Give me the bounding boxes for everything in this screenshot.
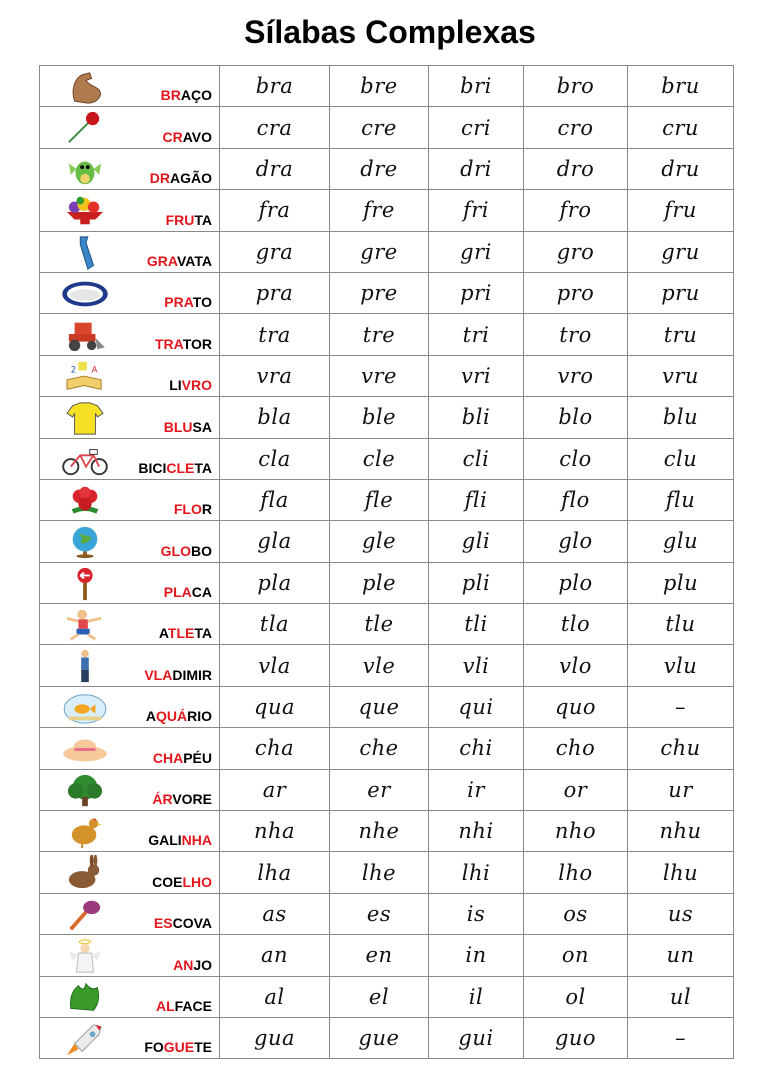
syllable-cell: fro <box>524 190 628 231</box>
syllable-cell: un <box>628 935 734 976</box>
syllable-cell: qua <box>220 686 330 727</box>
word-label <box>155 336 212 352</box>
hen-icon <box>60 814 110 850</box>
word-label <box>164 419 212 435</box>
syllable-cell: nhe <box>330 811 429 852</box>
plate-icon <box>60 276 110 312</box>
athlete-icon <box>60 607 110 643</box>
word-part: GALI <box>148 832 182 849</box>
syllable-cell: tri <box>429 314 524 355</box>
syllable-cell: pla <box>220 562 330 603</box>
highlighted-syllable: TRA <box>154 335 183 352</box>
syllable-cell: gua <box>220 1017 330 1058</box>
syllable-cell: tro <box>524 314 628 355</box>
syllable-cell: vro <box>524 355 628 396</box>
highlighted-syllable: BR <box>160 87 181 104</box>
word-cell <box>40 645 220 686</box>
table-row <box>40 769 734 810</box>
highlighted-syllable: GLO <box>160 542 191 559</box>
word-part: TA <box>194 459 212 476</box>
syllable-cell: glo <box>524 521 628 562</box>
syllable-cell: bre <box>330 66 429 107</box>
table-row <box>40 397 734 438</box>
syllable-cell: – <box>628 686 734 727</box>
globe-icon <box>60 524 110 560</box>
syllable-cell: gui <box>429 1017 524 1058</box>
table-row <box>40 976 734 1017</box>
table-row <box>40 562 734 603</box>
word-part: RIO <box>187 708 212 725</box>
word-label <box>150 170 212 186</box>
syllable-cell: cra <box>220 107 330 148</box>
syllable-cell: lho <box>524 852 628 893</box>
highlighted-syllable: FRU <box>165 211 195 228</box>
word-cell <box>40 314 220 355</box>
fruit-bowl-icon <box>60 193 110 229</box>
table-row <box>40 272 734 313</box>
syllable-cell: vra <box>220 355 330 396</box>
word-part: A <box>145 708 156 725</box>
table-row <box>40 148 734 189</box>
word-label <box>152 874 212 890</box>
word-label <box>147 253 212 269</box>
table-row <box>40 645 734 686</box>
syllable-cell: an <box>220 935 330 976</box>
word-label <box>146 708 212 724</box>
syllable-cell: vle <box>330 645 429 686</box>
syllable-cell: gru <box>628 231 734 272</box>
syllable-cell: bli <box>429 397 524 438</box>
red-flower-icon <box>60 483 110 519</box>
syllable-cell: al <box>220 976 330 1017</box>
syllable-cell: tlo <box>524 604 628 645</box>
table-row <box>40 107 734 148</box>
syllable-cell: er <box>330 769 429 810</box>
syllable-cell: blo <box>524 397 628 438</box>
highlighted-syllable: GRA <box>146 252 177 269</box>
syllable-cell: cho <box>524 728 628 769</box>
syllable-cell: dru <box>628 148 734 189</box>
word-part: BO <box>191 542 212 559</box>
word-label <box>159 625 212 641</box>
syllable-cell: chu <box>628 728 734 769</box>
word-part: TA <box>194 625 212 642</box>
flexed-arm-icon <box>60 69 110 105</box>
word-part: AVO <box>182 128 212 145</box>
syllable-cell: vre <box>330 355 429 396</box>
word-part: A <box>158 625 168 642</box>
open-book-icon <box>60 359 110 395</box>
syllable-cell: bra <box>220 66 330 107</box>
syllable-cell: or <box>524 769 628 810</box>
syllable-cell: flo <box>524 479 628 520</box>
fish-bowl-icon <box>60 690 110 726</box>
word-cell <box>40 562 220 603</box>
word-part: R <box>201 501 212 518</box>
word-part: SA <box>192 418 212 435</box>
word-part: BICI <box>138 459 167 476</box>
highlighted-syllable: TLE <box>167 625 195 642</box>
table-row <box>40 355 734 396</box>
syllable-cell: blu <box>628 397 734 438</box>
word-label <box>144 667 212 683</box>
syllable-cell: nhi <box>429 811 524 852</box>
syllable-cell: on <box>524 935 628 976</box>
syllable-cell: glu <box>628 521 734 562</box>
yellow-shirt-icon <box>60 400 110 436</box>
highlighted-syllable: CR <box>162 128 183 145</box>
word-label <box>164 294 212 310</box>
syllable-cell: ir <box>429 769 524 810</box>
syllable-cell: tre <box>330 314 429 355</box>
syllable-cell: el <box>330 976 429 1017</box>
word-cell <box>40 272 220 313</box>
syllable-cell: cha <box>220 728 330 769</box>
syllable-cell: nho <box>524 811 628 852</box>
syllable-cell: os <box>524 893 628 934</box>
table-row <box>40 521 734 562</box>
syllable-cell: en <box>330 935 429 976</box>
syllable-cell: que <box>330 686 429 727</box>
word-cell <box>40 190 220 231</box>
syllable-cell: fri <box>429 190 524 231</box>
word-label <box>152 791 212 807</box>
highlighted-syllable: AN <box>173 956 194 973</box>
syllable-cell: gli <box>429 521 524 562</box>
table-row <box>40 190 734 231</box>
syllable-cell: ble <box>330 397 429 438</box>
tree-icon <box>60 773 110 809</box>
syllable-cell: il <box>429 976 524 1017</box>
syllable-cell: dro <box>524 148 628 189</box>
highlighted-syllable: PLA <box>163 584 192 601</box>
word-part: LI <box>169 377 182 394</box>
word-part: DIMIR <box>172 666 212 683</box>
svg-text:A: A <box>91 364 98 375</box>
word-cell <box>40 521 220 562</box>
word-part: PÉU <box>183 749 212 766</box>
highlighted-syllable: NHA <box>181 832 212 849</box>
syllable-cell: bla <box>220 397 330 438</box>
word-cell <box>40 66 220 107</box>
word-label <box>164 584 212 600</box>
syllable-cell: tru <box>628 314 734 355</box>
word-cell <box>40 976 220 1017</box>
sun-hat-icon <box>60 731 110 767</box>
word-label <box>173 957 212 973</box>
syllable-cell: gri <box>429 231 524 272</box>
word-part: TO <box>192 294 212 311</box>
syllable-cell: as <box>220 893 330 934</box>
syllable-cell: pli <box>429 562 524 603</box>
word-part: FACE <box>174 997 212 1014</box>
word-label <box>156 998 212 1014</box>
highlighted-syllable: CHA <box>152 749 184 766</box>
syllable-cell: tlu <box>628 604 734 645</box>
word-label <box>161 87 212 103</box>
syllable-cell: ul <box>628 976 734 1017</box>
syllables-table <box>39 65 734 1059</box>
word-part: JO <box>193 956 212 973</box>
necktie-icon <box>60 235 110 271</box>
syllable-cell: pri <box>429 272 524 313</box>
table-row <box>40 438 734 479</box>
word-part: TOR <box>182 335 212 352</box>
syllable-cell: vlo <box>524 645 628 686</box>
svg-text:2: 2 <box>70 364 77 375</box>
word-part: VORE <box>172 791 212 808</box>
highlighted-syllable: PRA <box>164 294 193 311</box>
syllable-cell: gle <box>330 521 429 562</box>
syllable-cell: clu <box>628 438 734 479</box>
table-row <box>40 686 734 727</box>
syllable-cell: pra <box>220 272 330 313</box>
lettuce-icon <box>60 980 110 1016</box>
syllable-cell: gre <box>330 231 429 272</box>
word-label <box>138 460 212 476</box>
syllable-cell: is <box>429 893 524 934</box>
syllable-cell: tra <box>220 314 330 355</box>
word-part: TE <box>194 1039 212 1056</box>
table-row <box>40 1017 734 1058</box>
word-cell <box>40 852 220 893</box>
red-carnation-icon <box>60 110 110 146</box>
word-part: TA <box>194 211 212 228</box>
syllable-cell: pro <box>524 272 628 313</box>
syllable-cell: tli <box>429 604 524 645</box>
syllable-cell: vlu <box>628 645 734 686</box>
word-cell <box>40 935 220 976</box>
syllable-cell: cre <box>330 107 429 148</box>
syllable-cell: plo <box>524 562 628 603</box>
word-cell <box>40 769 220 810</box>
table-row <box>40 728 734 769</box>
word-cell <box>40 479 220 520</box>
syllable-cell: fle <box>330 479 429 520</box>
highlighted-syllable: ES <box>153 915 173 932</box>
syllable-cell: lhe <box>330 852 429 893</box>
syllable-cell: gro <box>524 231 628 272</box>
man-icon <box>60 648 110 684</box>
syllable-cell: ar <box>220 769 330 810</box>
word-part: AÇO <box>180 87 212 104</box>
syllable-cell: qui <box>429 686 524 727</box>
word-label <box>153 750 212 766</box>
rocket-icon <box>60 1021 110 1057</box>
syllable-cell: flu <box>628 479 734 520</box>
highlighted-syllable: AL <box>155 997 175 1014</box>
syllable-cell: bri <box>429 66 524 107</box>
syllable-cell: cri <box>429 107 524 148</box>
syllable-cell: lha <box>220 852 330 893</box>
table-row <box>40 231 734 272</box>
syllable-cell: cla <box>220 438 330 479</box>
syllable-cell: che <box>330 728 429 769</box>
syllable-cell: gla <box>220 521 330 562</box>
table-row <box>40 314 734 355</box>
syllable-cell: lhi <box>429 852 524 893</box>
page-title: Sílabas Complexas <box>244 14 536 50</box>
highlighted-syllable: QUÁ <box>155 708 188 725</box>
word-cell <box>40 438 220 479</box>
syllable-cell: pre <box>330 272 429 313</box>
word-label <box>154 915 212 931</box>
syllable-cell: gue <box>330 1017 429 1058</box>
syllable-cell: nhu <box>628 811 734 852</box>
syllable-cell: fre <box>330 190 429 231</box>
word-part: AGÃO <box>170 170 212 187</box>
syllable-cell: fli <box>429 479 524 520</box>
table-row <box>40 479 734 520</box>
table-row <box>40 66 734 107</box>
table-row <box>40 893 734 934</box>
syllable-cell: plu <box>628 562 734 603</box>
word-part: COVA <box>172 915 212 932</box>
syllable-cell: es <box>330 893 429 934</box>
word-label <box>169 377 212 393</box>
word-cell <box>40 355 220 396</box>
word-cell <box>40 893 220 934</box>
word-cell <box>40 811 220 852</box>
syllable-cell: lhu <box>628 852 734 893</box>
highlighted-syllable: GUE <box>163 1039 195 1056</box>
rabbit-icon <box>60 855 110 891</box>
syllable-cell: bru <box>628 66 734 107</box>
word-label <box>174 501 212 517</box>
word-cell <box>40 686 220 727</box>
syllable-cell: cli <box>429 438 524 479</box>
hairbrush-icon <box>60 897 110 933</box>
syllable-cell: dre <box>330 148 429 189</box>
syllable-cell: vli <box>429 645 524 686</box>
word-label <box>144 1039 212 1055</box>
syllable-cell: cru <box>628 107 734 148</box>
highlighted-syllable: VRO <box>181 377 212 394</box>
word-cell <box>40 148 220 189</box>
syllable-cell: bro <box>524 66 628 107</box>
syllable-cell: us <box>628 893 734 934</box>
highlighted-syllable: BLU <box>163 418 193 435</box>
table-row <box>40 811 734 852</box>
word-cell <box>40 1017 220 1058</box>
word-cell <box>40 397 220 438</box>
syllable-cell: – <box>628 1017 734 1058</box>
green-dragon-icon <box>60 152 110 188</box>
word-part: VATA <box>177 252 212 269</box>
table-row <box>40 935 734 976</box>
word-part: FO <box>144 1039 164 1056</box>
syllable-cell: guo <box>524 1017 628 1058</box>
angel-icon <box>60 938 110 974</box>
syllable-cell: dra <box>220 148 330 189</box>
syllable-cell: gra <box>220 231 330 272</box>
syllable-cell: tle <box>330 604 429 645</box>
tractor-icon <box>60 317 110 353</box>
syllable-cell: fra <box>220 190 330 231</box>
word-cell <box>40 728 220 769</box>
word-cell <box>40 231 220 272</box>
word-cell <box>40 107 220 148</box>
highlighted-syllable: DR <box>149 170 170 187</box>
syllable-cell: pru <box>628 272 734 313</box>
table-row <box>40 852 734 893</box>
word-label <box>162 129 212 145</box>
syllable-cell: chi <box>429 728 524 769</box>
syllable-cell: vla <box>220 645 330 686</box>
word-part: CA <box>191 584 212 601</box>
syllable-cell: nha <box>220 811 330 852</box>
syllable-cell: vru <box>628 355 734 396</box>
syllable-cell: tla <box>220 604 330 645</box>
table-row <box>40 604 734 645</box>
word-label <box>161 543 212 559</box>
syllable-cell: ple <box>330 562 429 603</box>
road-sign-icon <box>60 566 110 602</box>
syllable-cell: quo <box>524 686 628 727</box>
word-part: COE <box>152 873 183 890</box>
syllable-cell: ur <box>628 769 734 810</box>
syllable-cell: ol <box>524 976 628 1017</box>
word-cell <box>40 604 220 645</box>
word-label <box>148 832 212 848</box>
syllable-cell: vri <box>429 355 524 396</box>
highlighted-syllable: ÁR <box>152 791 173 808</box>
syllable-cell: fru <box>628 190 734 231</box>
syllable-cell: fla <box>220 479 330 520</box>
highlighted-syllable: CLE <box>166 459 195 476</box>
syllable-cell: dri <box>429 148 524 189</box>
syllable-cell: cle <box>330 438 429 479</box>
highlighted-syllable: FLO <box>173 501 202 518</box>
highlighted-syllable: LHO <box>182 873 212 890</box>
syllable-cell: clo <box>524 438 628 479</box>
syllable-cell: cro <box>524 107 628 148</box>
syllable-cell: in <box>429 935 524 976</box>
word-label <box>166 212 212 228</box>
highlighted-syllable: VLA <box>144 666 173 683</box>
bicycle-icon <box>60 442 110 478</box>
